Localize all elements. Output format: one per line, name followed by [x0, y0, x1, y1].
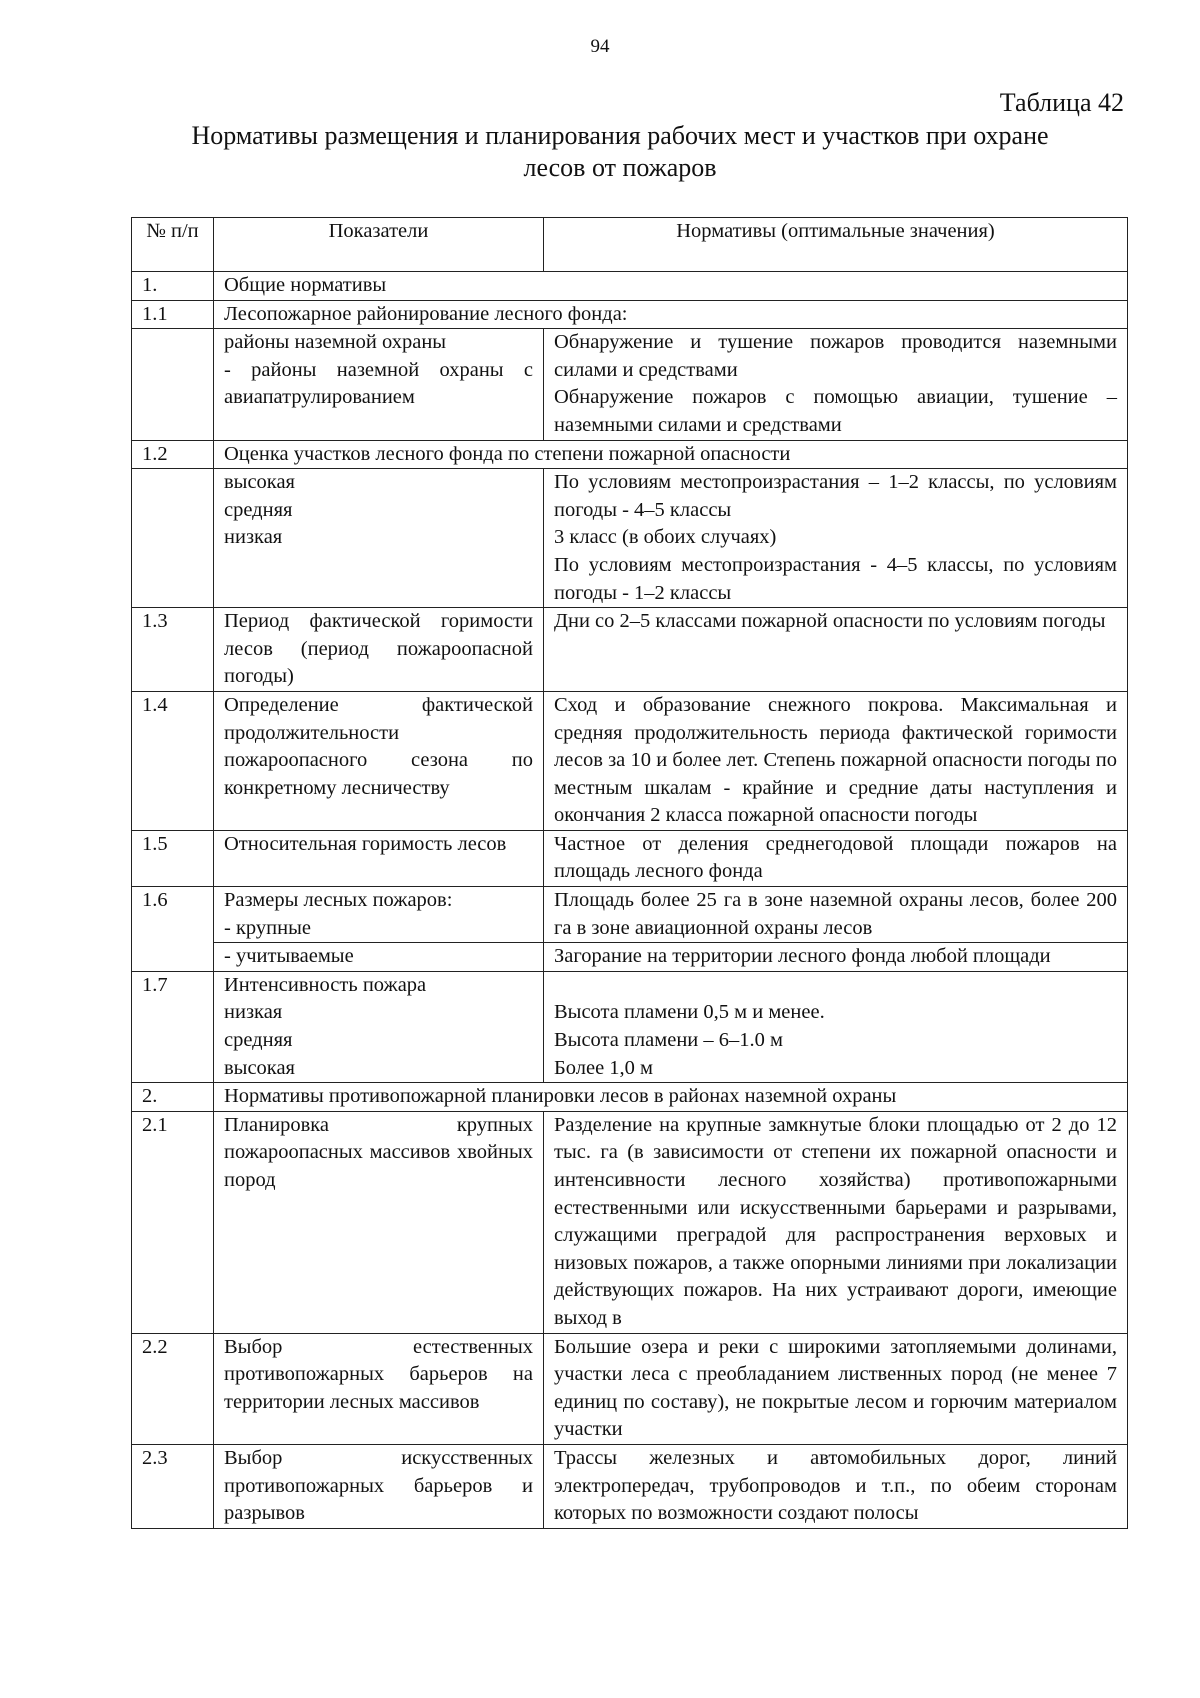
indicator-line: низкая [224, 1001, 283, 1024]
row-num: 1.1 [132, 300, 214, 329]
table-row [132, 1083, 1128, 1112]
table-row [132, 1444, 1128, 1528]
row-indicator [214, 469, 544, 608]
row-norm: Трассы железных и автомобильных дорог, линий электропередач, трубопроводов и т.п., по обеим сторонам которых по возможности создают полосы [544, 1444, 1128, 1528]
table-row [132, 691, 1128, 830]
table-row [132, 329, 1128, 440]
norm-line: По условиям местопроизрастания - 4–5 классы, по условиям погоды - 1–2 классы [554, 553, 1117, 604]
row-num-empty [132, 469, 214, 608]
table-label: Таблица 42 [999, 88, 1124, 117]
header-num: № п/п [132, 218, 214, 272]
norm-line: Высота пламени 0,5 м и менее. [554, 1001, 825, 1024]
norm-line: Обнаружение и тушение пожаров проводится наземными силами и средствами [554, 331, 1117, 381]
row-norm: Площадь более 25 га в зоне наземной охраны лесов, более 200 га в зоне авиационной охраны лесов [544, 887, 1128, 943]
norm-line: Высота пламени – 6–1.0 м [554, 1029, 783, 1052]
table-row [132, 608, 1128, 692]
table-row [132, 1333, 1128, 1444]
table-row [132, 943, 1128, 972]
norm-line: Обнаружение пожаров с помощью авиации, тушение – наземными силами и средствами [554, 386, 1117, 436]
table-header-row [132, 218, 1128, 272]
norms-table [131, 217, 1128, 1529]
row-indicator: Относительная горимость лесов [214, 830, 544, 886]
row-norm: Сход и образование снежного покрова. Максимальная и средняя продолжительность периода фактической горимости лесов за 10 и более лет. Степень пожарной опасности погоды по местным шкалам - крайние и средние даты наступления и окончания 2 класса пожарной опасности погоды [544, 691, 1128, 830]
row-num: 2.2 [132, 1333, 214, 1444]
row-num: 2. [132, 1083, 214, 1112]
indicator-line: высокая [224, 471, 295, 494]
row-text: Лесопожарное районирование лесного фонда: [214, 300, 1128, 329]
row-indicator: - учитываемые [214, 943, 544, 972]
header-norm: Нормативы (оптимальные значения) [544, 218, 1128, 272]
row-num: 2.3 [132, 1444, 214, 1528]
row-norm: Большие озера и реки с широкими затопляемыми долинами, участки леса с преобладанием лиственных пород (не менее 7 единиц по составу), не покрытые лесом и горючим материалом участки [544, 1333, 1128, 1444]
document-title: Нормативы размещения и планирования рабочих мест и участков при охране лесов от пожаров [191, 121, 1049, 182]
table-row [132, 830, 1128, 886]
norm-spacer [554, 972, 1117, 1000]
indicator-line: высокая [224, 1056, 295, 1079]
row-num: 1. [132, 272, 214, 301]
table-row [132, 887, 1128, 943]
indicator-line: средняя [224, 1029, 293, 1052]
indicator-line: низкая [224, 526, 283, 549]
row-norm [544, 329, 1128, 440]
row-num: 1.3 [132, 608, 214, 692]
section-title: Нормативы противопожарной планировки лесов в районах наземной охраны [214, 1083, 1128, 1112]
row-num: 1.2 [132, 440, 214, 469]
table-row [132, 469, 1128, 608]
header-indicator: Показатели [214, 218, 544, 272]
row-num: 1.6 [132, 887, 214, 972]
row-num: 1.7 [132, 971, 214, 1082]
table-row [132, 440, 1128, 469]
row-norm: Разделение на крупные замкнутые блоки площадью от 2 до 12 тыс. га (в зависимости от степени их пожарной опасности и интенсивности лесного хозяйства) противопожарными естественными или искусственными барьерами и разрывами, служащими преградой для распространения верховых и низовых пожаров, а также опорными линиями при локализации действующих пожаров. На них устраивают дороги, имеющие выход в [544, 1111, 1128, 1333]
row-text: Оценка участков лесного фонда по степени пожарной опасности [214, 440, 1128, 469]
indicator-line: районы наземной охраны [224, 331, 447, 354]
row-indicator: Период фактической горимости лесов (период пожароопасной погоды) [214, 608, 544, 692]
row-indicator: Планировка крупных пожароопасных массивов хвойных пород [214, 1111, 544, 1333]
indicator-line: Интенсивность пожара [224, 973, 427, 996]
indicator-line: Размеры лесных пожаров: [224, 889, 453, 912]
row-norm: Загорание на территории лесного фонда любой площади [544, 943, 1128, 972]
row-indicator: Определение фактической продолжительности пожароопасного сезона по конкретному лесничеству [214, 691, 544, 830]
page-number: 94 [590, 36, 610, 57]
table-row [132, 971, 1128, 1082]
row-num-empty [132, 329, 214, 440]
section-title: Общие нормативы [214, 272, 1128, 301]
indicator-line: - районы наземной охраны с авиапатрулированием [224, 358, 533, 409]
row-norm: Дни со 2–5 классами пожарной опасности по условиям погоды [544, 608, 1128, 692]
row-norm [544, 971, 1128, 1082]
table-row [132, 1111, 1128, 1333]
row-indicator: Выбор искусственных противопожарных барьеров и разрывов [214, 1444, 544, 1528]
indicator-line: - крупные [224, 916, 311, 939]
norm-line: Более 1,0 м [554, 1056, 654, 1079]
norm-line: По условиям местопроизрастания – 1–2 классы, по условиям погоды - 4–5 классы [554, 471, 1117, 521]
row-num: 2.1 [132, 1111, 214, 1333]
row-indicator [214, 887, 544, 943]
row-num: 1.5 [132, 830, 214, 886]
row-indicator [214, 329, 544, 440]
row-indicator: Выбор естественных противопожарных барьеров на территории лесных массивов [214, 1333, 544, 1444]
table-row [132, 272, 1128, 301]
row-norm [544, 469, 1128, 608]
row-norm: Частное от деления среднегодовой площади пожаров на площадь лесного фонда [544, 830, 1128, 886]
table-row [132, 300, 1128, 329]
norm-line: 3 класс (в обоих случаях) [554, 526, 777, 549]
indicator-line: средняя [224, 498, 293, 521]
row-indicator [214, 971, 544, 1082]
row-num: 1.4 [132, 691, 214, 830]
